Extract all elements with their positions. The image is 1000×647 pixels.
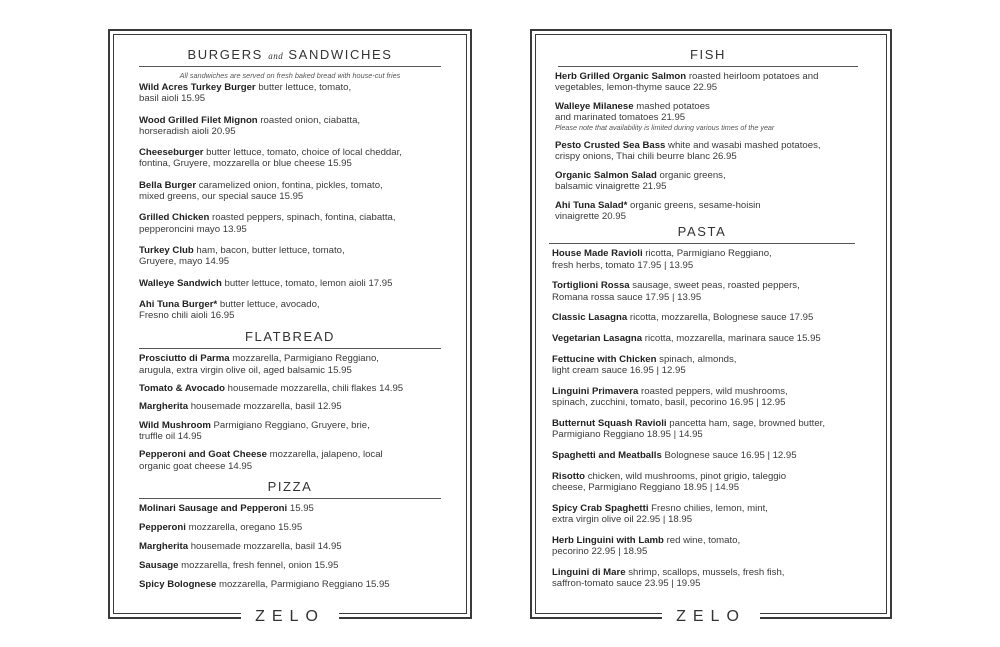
menu-item-description: caramelized onion, fontina, pickles, tomato, (196, 179, 383, 191)
menu-item-description: butter lettuce, tomato, choice of local cheddar, (203, 147, 402, 159)
menu-item (139, 278, 441, 289)
menu-item-name: Pesto Crusted Sea Bass (555, 140, 666, 151)
menu-item (139, 449, 441, 471)
menu-item-description: spinach, almonds, (656, 354, 737, 365)
menu-item (139, 401, 441, 412)
menu-item-name: Organic Salmon Salad (555, 170, 657, 181)
menu-item-description: roasted peppers, wild mushrooms, (638, 386, 788, 397)
menu-item-description-line2: vinaigrette 20.95 (555, 211, 626, 223)
menu-item-name: Walleye Milanese (555, 101, 634, 112)
menu-item-name: House Made Ravioli (552, 248, 643, 260)
menu-item-description-line2: arugula, extra virgin olive oil, aged balsamic 15.95 (139, 364, 352, 376)
menu-item-name: Linguini Primavera (552, 386, 639, 397)
menu-item-description-line2: Fresno chili aioli 16.95 (139, 310, 235, 322)
menu-item-description-line2: truffle oil 14.95 (139, 430, 202, 442)
menu-item (552, 567, 852, 589)
menu-item-name: Classic Lasagna (552, 312, 628, 324)
menu-item (139, 353, 441, 375)
menu-item-description: Parmigiano Reggiano, Gruyere, brie, (210, 419, 370, 431)
menu-item-name: Turkey Club (139, 244, 194, 256)
menu-item-description-line2: pepperoncini mayo 13.95 (139, 223, 247, 235)
menu-item-description: butter lettuce, tomato, (255, 82, 352, 93)
menu-item (552, 354, 852, 376)
menu-item (552, 418, 852, 440)
zelo-logo-left (110, 608, 470, 626)
menu-item-description: 15.95 (287, 502, 314, 514)
menu-item-description: roasted onion, ciabatta, (257, 114, 361, 126)
zelo-logo-right (532, 608, 890, 626)
left-page-content (139, 45, 441, 590)
menu-item (139, 147, 441, 169)
menu-item-description-line2: balsamic vinaigrette 21.95 (555, 181, 667, 193)
menu-item-description: housemade mozzarella, basil 12.95 (188, 401, 342, 413)
burgers-title-b: SANDWICHES (288, 47, 393, 62)
menu-item (139, 82, 441, 104)
menu-item (139, 541, 441, 552)
menu-item-description: ricotta, mozzarella, Bolognese sauce 17.95 (627, 312, 814, 324)
pizza-section-title: PIZZA (139, 479, 441, 499)
menu-item-name: Spicy Crab Spaghetti (552, 502, 649, 514)
flatbread-section-title: FLATBREAD (139, 329, 441, 349)
menu-item (139, 383, 441, 394)
menu-item-description-line2: extra virgin olive oil 22.95 | 18.95 (552, 514, 693, 525)
menu-item (552, 450, 852, 461)
menu-item-name: Wood Grilled Filet Mignon (139, 114, 258, 126)
menu-item (139, 245, 441, 267)
menu-item-name: Margherita (139, 401, 189, 413)
menu-item (139, 212, 441, 234)
menu-item-name: Tomato & Avocado (139, 382, 225, 394)
menu-item-description-line2: Parmigiano Reggiano 18.95 | 14.95 (552, 429, 703, 441)
menu-item-description: white and wasabi mashed potatoes, (665, 140, 821, 151)
menu-item-name: Wild Mushroom (139, 419, 211, 431)
menu-item-name: Butternut Squash Ravioli (552, 418, 667, 429)
menu-item-description-line2: fresh herbs, tomato 17.95 | 13.95 (552, 259, 694, 271)
menu-item-name: Linguini di Mare (552, 566, 626, 578)
menu-item-name: Tortiglioni Rossa (552, 280, 630, 292)
menu-item-description-line2: pecorino 22.95 | 18.95 (552, 546, 648, 557)
menu-item (555, 101, 852, 132)
menu-item-description: roasted peppers, spinach, fontina, ciabatta, (209, 212, 396, 224)
menu-item-name: Risotto (552, 470, 586, 482)
menu-item-name: Pepperoni and Goat Cheese (139, 449, 267, 461)
menu-item-description: shrimp, scallops, mussels, fresh fish, (625, 566, 785, 578)
logo-text-left: ZELO (241, 608, 339, 626)
menu-item-name: Fettucine with Chicken (552, 354, 657, 365)
menu-item (552, 471, 852, 493)
menu-item-description: mozzarella, Parmigiano Reggiano, (229, 353, 379, 365)
menu-item-name: Spicy Bolognese (139, 578, 217, 590)
right-page-content (552, 45, 852, 589)
menu-item-description: butter lettuce, tomato, lemon aioli 17.95 (221, 277, 393, 289)
menu-item-note: Please note that availability is limited during various times of the year (555, 123, 775, 133)
menu-item-description: mozzarella, jalapeno, local (266, 449, 383, 461)
menu-item-name: Herb Linguini with Lamb (552, 534, 664, 546)
menu-item (555, 140, 852, 162)
menu-item-description-line2: spinach, zucchini, tomato, basil, pecorino 16.95 | 12.95 (552, 397, 786, 409)
menu-item-name: Ahi Tuna Burger* (139, 298, 218, 310)
menu-item-name: Grilled Chicken (139, 212, 210, 224)
fish-list (552, 71, 852, 222)
menu-item-name: Wild Acres Turkey Burger (139, 82, 256, 93)
menu-item (139, 522, 441, 533)
menu-item-description: chicken, wild mushrooms, pinot grigio, taleggio (585, 470, 787, 482)
menu-item-name: Walleye Sandwich (139, 277, 222, 289)
menu-item-description: organic greens, sesame-hoisin (627, 200, 761, 211)
menu-item-description-line2: Gruyere, mayo 14.95 (139, 256, 230, 268)
burgers-title-and: and (268, 51, 284, 61)
menu-item-description: pancetta ham, sage, browned butter, (666, 418, 826, 429)
menu-item-description-line2: horseradish aioli 20.95 (139, 125, 236, 137)
menu-item-description: mashed potatoes (633, 101, 710, 112)
menu-item-description-line2: and marinated tomatoes 21.95 (555, 112, 686, 124)
pasta-section-title: PASTA (549, 224, 855, 244)
menu-item (555, 71, 852, 93)
menu-item-description-line2: basil aioli 15.95 (139, 93, 206, 105)
menu-item (552, 280, 852, 302)
menu-item-description-line2: organic goat cheese 14.95 (139, 460, 253, 472)
burgers-list (139, 82, 441, 321)
menu-item (139, 299, 441, 321)
menu-item (552, 535, 852, 557)
menu-item (139, 560, 441, 571)
menu-item-name: Pepperoni (139, 521, 186, 533)
menu-item-description: sausage, sweet peas, roasted peppers, (629, 280, 800, 292)
menu-item (552, 248, 852, 270)
menu-item-description-line2: crispy onions, Thai chili beurre blanc 26.95 (555, 151, 737, 163)
menu-item-description: ricotta, mozzarella, marinara sauce 15.95 (642, 333, 821, 345)
menu-item-name: Ahi Tuna Salad* (555, 200, 628, 211)
menu-page-right (530, 29, 892, 625)
menu-item-description-line2: cheese, Parmigiano Reggiano 18.95 | 14.95 (552, 482, 740, 493)
menu-item-name: Margherita (139, 540, 189, 552)
menu-item (555, 200, 852, 222)
menu-item-description: Fresno chilies, lemon, mint, (648, 502, 768, 514)
menu-item-description: Bolognese sauce 16.95 | 12.95 (661, 450, 797, 461)
menu-item-description: housemade mozzarella, basil 14.95 (188, 540, 342, 552)
menu-item-description: mozzarella, oregano 15.95 (185, 521, 303, 533)
menu-item-description: red wine, tomato, (663, 534, 741, 546)
menu-item-description: housemade mozzarella, chili flakes 14.95 (225, 382, 404, 394)
logo-text-right: ZELO (662, 608, 760, 626)
menu-item-name: Sausage (139, 559, 179, 571)
menu-item-description-line2: vegetables, lemon-thyme sauce 22.95 (555, 82, 718, 94)
pasta-list (552, 248, 852, 589)
flatbread-list (139, 353, 441, 471)
menu-item-description: organic greens, (656, 170, 726, 181)
menu-item-description: roasted heirloom potatoes and (686, 71, 819, 82)
menu-item-description: ricotta, Parmigiano Reggiano, (642, 248, 772, 260)
menu-item (555, 170, 852, 192)
menu-item-description-line2: fontina, Gruyere, mozzarella or blue cheese 15.95 (139, 158, 352, 170)
menu-item (139, 115, 441, 137)
pizza-list (139, 503, 441, 590)
menu-item-description: mozzarella, Parmigiano Reggiano 15.95 (216, 578, 390, 590)
menu-item-name: Vegetarian Lasagna (552, 333, 643, 345)
menu-item (552, 333, 852, 344)
menu-item (139, 420, 441, 442)
menu-item-description-line2: mixed greens, our special sauce 15.95 (139, 190, 304, 202)
menu-item (552, 503, 852, 525)
menu-item-name: Molinari Sausage and Pepperoni (139, 502, 288, 514)
burgers-subtitle: All sandwiches are served on fresh baked bread with house-cut fries (179, 71, 401, 80)
burgers-section-title (139, 47, 441, 67)
menu-item-name: Herb Grilled Organic Salmon (555, 71, 687, 82)
menu-item (552, 312, 852, 323)
menu-item-description: butter lettuce, avocado, (217, 298, 320, 310)
menu-item (139, 180, 441, 202)
menu-item-description-line2: light cream sauce 16.95 | 12.95 (552, 365, 686, 377)
menu-item-name: Bella Burger (139, 179, 197, 191)
menu-item (139, 579, 441, 590)
menu-item-description: mozzarella, fresh fennel, onion 15.95 (178, 559, 339, 571)
menu-item-description-line2: Romana rossa sauce 17.95 | 13.95 (552, 291, 702, 303)
menu-item (552, 386, 852, 408)
burgers-title-a: BURGERS (187, 47, 263, 62)
menu-item (139, 503, 441, 514)
fish-section-title: FISH (558, 47, 858, 67)
menu-page-left (108, 29, 472, 625)
menu-item-description: ham, bacon, butter lettuce, tomato, (193, 244, 345, 256)
menu-item-name: Cheeseburger (139, 147, 204, 159)
menu-item-name: Spaghetti and Meatballs (552, 450, 662, 461)
menu-item-name: Prosciutto di Parma (139, 353, 230, 365)
menu-item-description-line2: saffron-tomato sauce 23.95 | 19.95 (552, 578, 701, 589)
